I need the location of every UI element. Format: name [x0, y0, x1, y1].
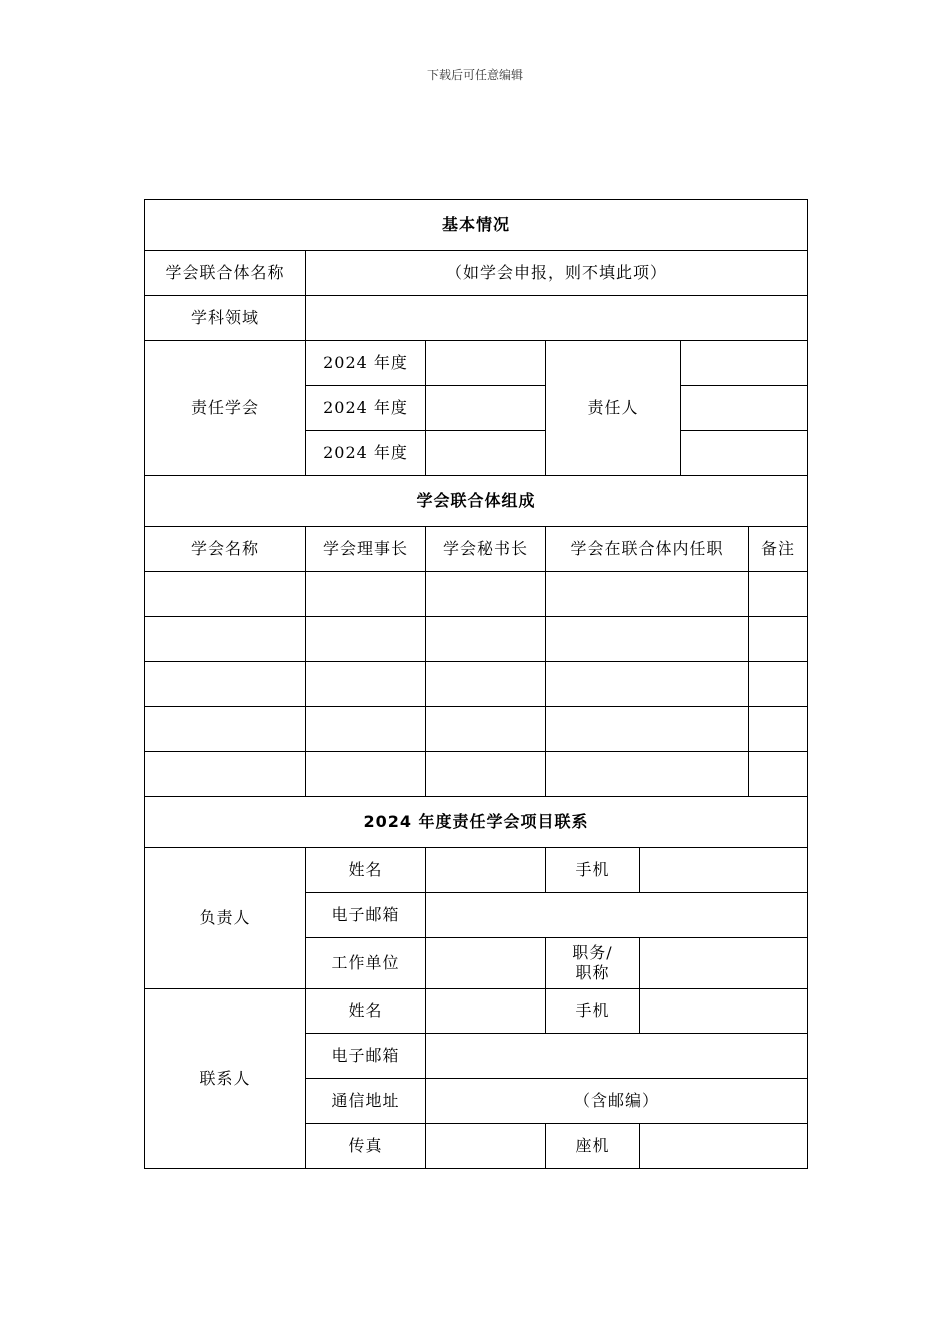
- section-title-contact: 2024 年度责任学会项目联系: [145, 797, 808, 848]
- cell-input[interactable]: [145, 617, 306, 662]
- column-header-remarks: 备注: [749, 527, 808, 572]
- contact-phone-input[interactable]: [640, 989, 808, 1034]
- workplace-label: 工作单位: [306, 938, 426, 989]
- leader-label: 负责人: [145, 848, 306, 989]
- cell-input[interactable]: [546, 617, 749, 662]
- table-row: [145, 617, 808, 662]
- position-label-line-2: 职称: [575, 963, 610, 982]
- cell-input[interactable]: [546, 662, 749, 707]
- header-note: 下载后可任意编辑: [426, 68, 523, 82]
- email-label: 电子邮箱: [306, 1034, 426, 1079]
- leader-email-input[interactable]: [426, 893, 808, 938]
- application-form-table: [144, 199, 808, 1169]
- cell-input[interactable]: [306, 707, 426, 752]
- column-header-role: 学会在联合体内任职: [546, 527, 749, 572]
- cell-input[interactable]: [426, 572, 546, 617]
- landline-label: 座机: [546, 1124, 640, 1169]
- cell-input[interactable]: [306, 662, 426, 707]
- field-input[interactable]: [306, 296, 808, 341]
- cell-input[interactable]: [145, 572, 306, 617]
- cell-input[interactable]: [306, 617, 426, 662]
- responsible-person-label: 责任人: [546, 341, 681, 476]
- society-input[interactable]: [426, 431, 546, 476]
- cell-input[interactable]: [426, 662, 546, 707]
- cell-input[interactable]: [749, 617, 808, 662]
- name-label: 姓名: [306, 989, 426, 1034]
- email-label: 电子邮箱: [306, 893, 426, 938]
- phone-label: 手机: [546, 989, 640, 1034]
- fax-label: 传真: [306, 1124, 426, 1169]
- table-row: [145, 662, 808, 707]
- position-label: [546, 938, 640, 989]
- person-input[interactable]: [681, 341, 808, 386]
- person-input[interactable]: [681, 386, 808, 431]
- year-label: 2024 年度: [306, 431, 426, 476]
- contact-email-input[interactable]: [426, 1034, 808, 1079]
- column-header-chairman: 学会理事长: [306, 527, 426, 572]
- field-label: 学科领域: [145, 296, 306, 341]
- cell-input[interactable]: [749, 662, 808, 707]
- cell-input[interactable]: [306, 572, 426, 617]
- cell-input[interactable]: [546, 752, 749, 797]
- union-name-label: 学会联合体名称: [145, 251, 306, 296]
- phone-label: 手机: [546, 848, 640, 893]
- leader-name-input[interactable]: [426, 848, 546, 893]
- table-row: [145, 572, 808, 617]
- society-input[interactable]: [426, 386, 546, 431]
- cell-input[interactable]: [546, 572, 749, 617]
- union-name-field[interactable]: （如学会申报，则不填此项）: [306, 251, 808, 296]
- contact-landline-input[interactable]: [640, 1124, 808, 1169]
- year-label: 2024 年度: [306, 341, 426, 386]
- name-label: 姓名: [306, 848, 426, 893]
- cell-input[interactable]: [426, 707, 546, 752]
- leader-position-input[interactable]: [640, 938, 808, 989]
- table-row: [145, 752, 808, 797]
- responsible-society-label: 责任学会: [145, 341, 306, 476]
- column-header-secretary: 学会秘书长: [426, 527, 546, 572]
- contact-address-input[interactable]: （含邮编）: [426, 1079, 808, 1124]
- cell-input[interactable]: [145, 662, 306, 707]
- cell-input[interactable]: [145, 707, 306, 752]
- cell-input[interactable]: [749, 752, 808, 797]
- cell-input[interactable]: [426, 752, 546, 797]
- cell-input[interactable]: [749, 707, 808, 752]
- table-row: [145, 707, 808, 752]
- position-label-line-1: 职务/: [572, 943, 613, 962]
- contact-name-input[interactable]: [426, 989, 546, 1034]
- cell-input[interactable]: [426, 617, 546, 662]
- address-label: 通信地址: [306, 1079, 426, 1124]
- person-input[interactable]: [681, 431, 808, 476]
- section-title-basic: 基本情况: [145, 200, 808, 251]
- leader-phone-input[interactable]: [640, 848, 808, 893]
- cell-input[interactable]: [306, 752, 426, 797]
- section-title-composition: 学会联合体组成: [145, 476, 808, 527]
- cell-input[interactable]: [546, 707, 749, 752]
- contact-person-label: 联系人: [145, 989, 306, 1169]
- column-header-society-name: 学会名称: [145, 527, 306, 572]
- year-label: 2024 年度: [306, 386, 426, 431]
- cell-input[interactable]: [145, 752, 306, 797]
- cell-input[interactable]: [749, 572, 808, 617]
- contact-fax-input[interactable]: [426, 1124, 546, 1169]
- society-input[interactable]: [426, 341, 546, 386]
- leader-workplace-input[interactable]: [426, 938, 546, 989]
